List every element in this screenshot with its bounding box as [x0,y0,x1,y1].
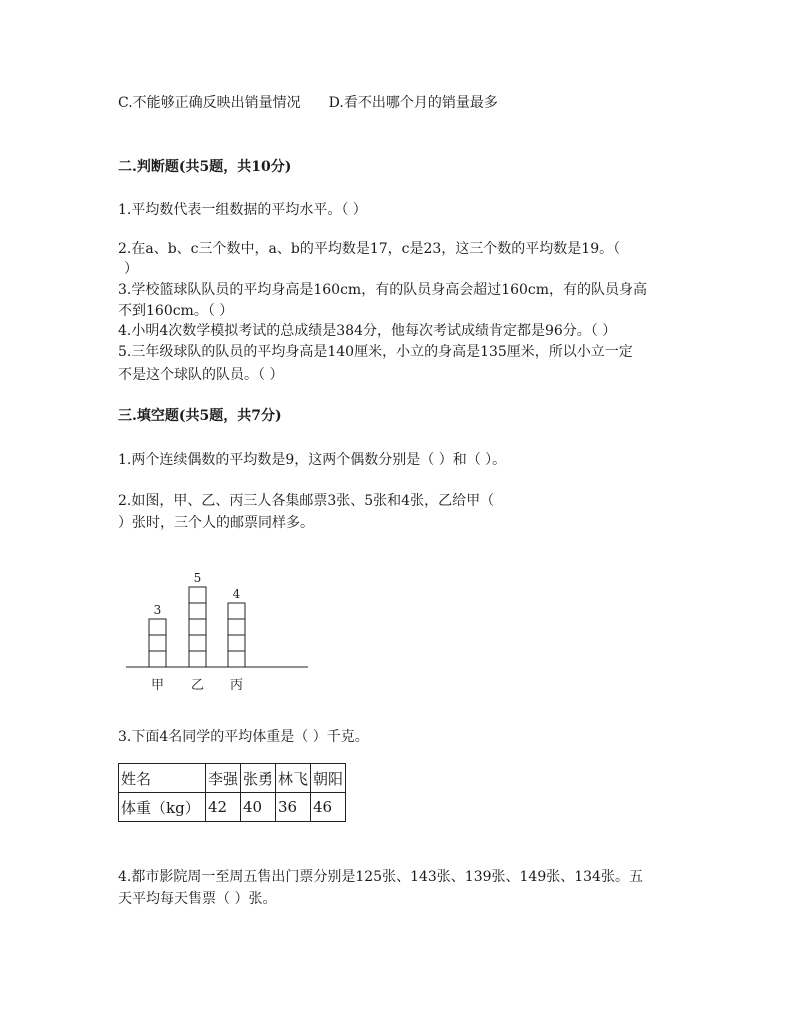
stamp-square-乙 [189,619,206,635]
weight-table [118,763,346,822]
value-label-甲: 3 [153,603,162,617]
table-cell: 姓名 [119,764,206,793]
table-cell: 朝阳 [311,764,346,793]
stamp-stack-chart [120,560,320,700]
judge-question-2: 2.在a、b、c三个数中，a、b的平均数是17，c是23，这三个数的平均数是19。（ [118,241,621,257]
table-cell: 42 [206,793,241,822]
judge-question-4: 4.小明4次数学模拟考试的总成绩是384分，他每次考试成绩肯定都是96分。（ ） [118,323,617,339]
section-3-title: 三.填空题(共5题，共7分) [118,408,282,424]
value-label-丙: 4 [232,587,241,601]
section-2-title: 二.判断题(共5题，共10分) [118,159,292,175]
stamp-square-甲 [149,635,166,651]
table-cell: 李强 [206,764,241,793]
table-header-row [119,764,346,793]
judge-question-3-cont: 不到160cm。（ ） [118,303,234,319]
fill-question-4: 4.都市影院周一至周五售出门票分别是125张、143张、139张、149张、134张。五 [118,869,643,885]
stamp-square-乙 [189,651,206,667]
judge-question-2-cont: ） [124,261,138,277]
fill-question-2: 2.如图，甲、乙、丙三人各集邮票3张、5张和4张，乙给甲（ [118,493,495,509]
table-cell: 36 [276,793,311,822]
stamp-square-甲 [149,619,166,635]
category-label-甲: 甲 [150,678,165,693]
table-cell: 体重（kg） [119,793,206,822]
table-row [119,793,346,822]
table-cell: 40 [241,793,276,822]
category-label-乙: 乙 [190,678,205,693]
fill-question-4-cont: 天平均每天售票（ ）张。 [118,891,277,907]
stamp-square-乙 [189,587,206,603]
stamp-square-乙 [189,603,206,619]
table-cell: 46 [311,793,346,822]
table-cell: 林飞 [276,764,311,793]
fill-question-3: 3.下面4名同学的平均体重是（ ）千克。 [118,729,369,745]
stamp-square-甲 [149,651,166,667]
judge-question-5-cont: 不是这个球队的队员。（ ） [118,367,284,383]
judge-question-3: 3.学校篮球队队员的平均身高是160cm，有的队员身高会超过160cm，有的队员身高 [118,282,648,298]
judge-question-5: 5.三年级球队的队员的平均身高是140厘米，小立的身高是135厘米，所以小立一定 [118,344,633,360]
stamp-square-丙 [228,603,245,619]
stamp-square-丙 [228,619,245,635]
previous-question-options: C.不能够正确反映出销量情况 D.看不出哪个月的销量最多 [118,95,498,111]
stamp-square-丙 [228,651,245,667]
stamp-square-丙 [228,635,245,651]
fill-question-2-cont: ）张时，三个人的邮票同样多。 [118,515,314,531]
category-label-丙: 丙 [229,678,244,693]
fill-question-1: 1.两个连续偶数的平均数是9，这两个偶数分别是（ ）和（ ）。 [118,452,507,468]
value-label-乙: 5 [193,571,202,585]
judge-question-1: 1.平均数代表一组数据的平均水平。（ ） [118,202,367,218]
stamp-square-乙 [189,635,206,651]
table-cell: 张勇 [241,764,276,793]
